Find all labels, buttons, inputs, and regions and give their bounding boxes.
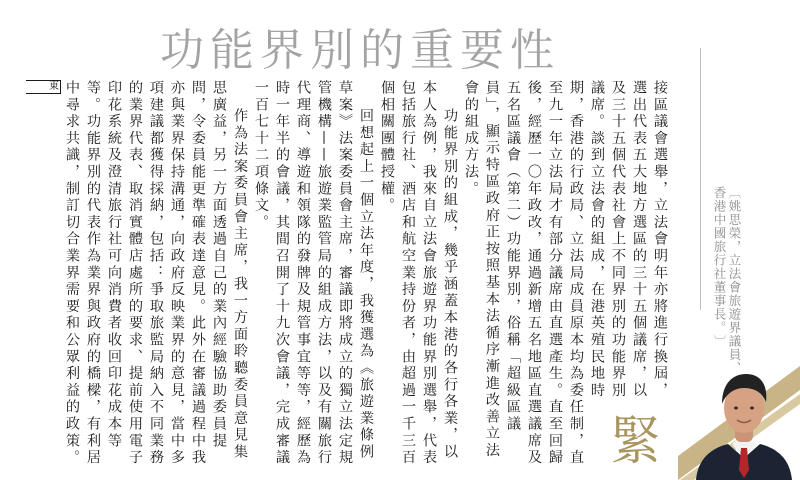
article-paragraph <box>376 80 460 475</box>
paragraph-text: 功能界別的組成，幾乎涵蓋本港的各行各業，以本人為例，我來自立法會旅遊界功能界別選舉，代表包括旅行社、酒店和航空業持份者，由超過一千三百個相關團體授權。 <box>379 80 458 467</box>
article-paragraph <box>460 80 670 475</box>
drop-cap: 緊 <box>609 412 665 472</box>
paragraph-text: 接區議會選舉，立法會明年亦將進行換屆，選出代表五大地方選區的三十五個議席，以及三十五個代表社會上不同界別的功能界別議席。談到立法會的組成，在港英殖民地時期，香港的行政局、立法局成員原本均為委任制，直至九一年立法局才有部分議席由直選產生。直至回歸後，經歷一〇年政改，通過新增五名地區直選議席及五名區議會（第二）功能界別，俗稱「超級區議員」，顯示特區政府正按照基本法循序漸進改善立法會的組成方法。 <box>463 80 668 467</box>
byline-line-2: 香港中國旅行社董事長。 <box>712 186 727 335</box>
bracket-icon: ︺ <box>712 334 727 348</box>
column-divider <box>700 48 701 310</box>
paragraph-text: 作為法案委員會主席，我一方面聆聽委員意見集思廣益，另一方面透過自己的業內經驗協助委員提問，令委員能更準確表達意見。此外在審議過程中我亦與業界保持溝通，向政府反映業界的意見，當中多項建議都獲得採納，包括：爭取旅監局納入不同業務的業界代表、取消實體店處所的要求、提前使用電子印花系統及澄清旅行社可向消費者收回印花成本等等。功能界別的代表作為業界與政府的橋樑，有利居中尋求共識，制訂切合業界需要和公眾利益的政策。 <box>64 80 248 467</box>
author-byline <box>712 186 742 375</box>
page-title: 功能界別的重要性 <box>160 25 560 76</box>
article-body <box>26 80 670 475</box>
byline-line-1: 姚思榮，立法會旅遊界議員、 <box>727 199 742 375</box>
author-portrait <box>688 362 800 480</box>
paragraph-text: 回想起上一個立法年度，我獲選為《旅遊業條例草案》法案委員會主席，審議即將成立的獨立法定規管機構——旅遊業監管局的組成方法，以及有關旅行代理商、導遊和領隊的發牌及規管事宜等等，經歷為時一年半的會議，其間召開了十九次會議，完成審議一百七十二項條文。 <box>253 80 374 467</box>
article-paragraph <box>250 80 376 475</box>
bracket-icon: ︹ <box>727 186 742 200</box>
article-paragraph <box>26 80 250 475</box>
end-mark: 東 <box>26 80 61 94</box>
